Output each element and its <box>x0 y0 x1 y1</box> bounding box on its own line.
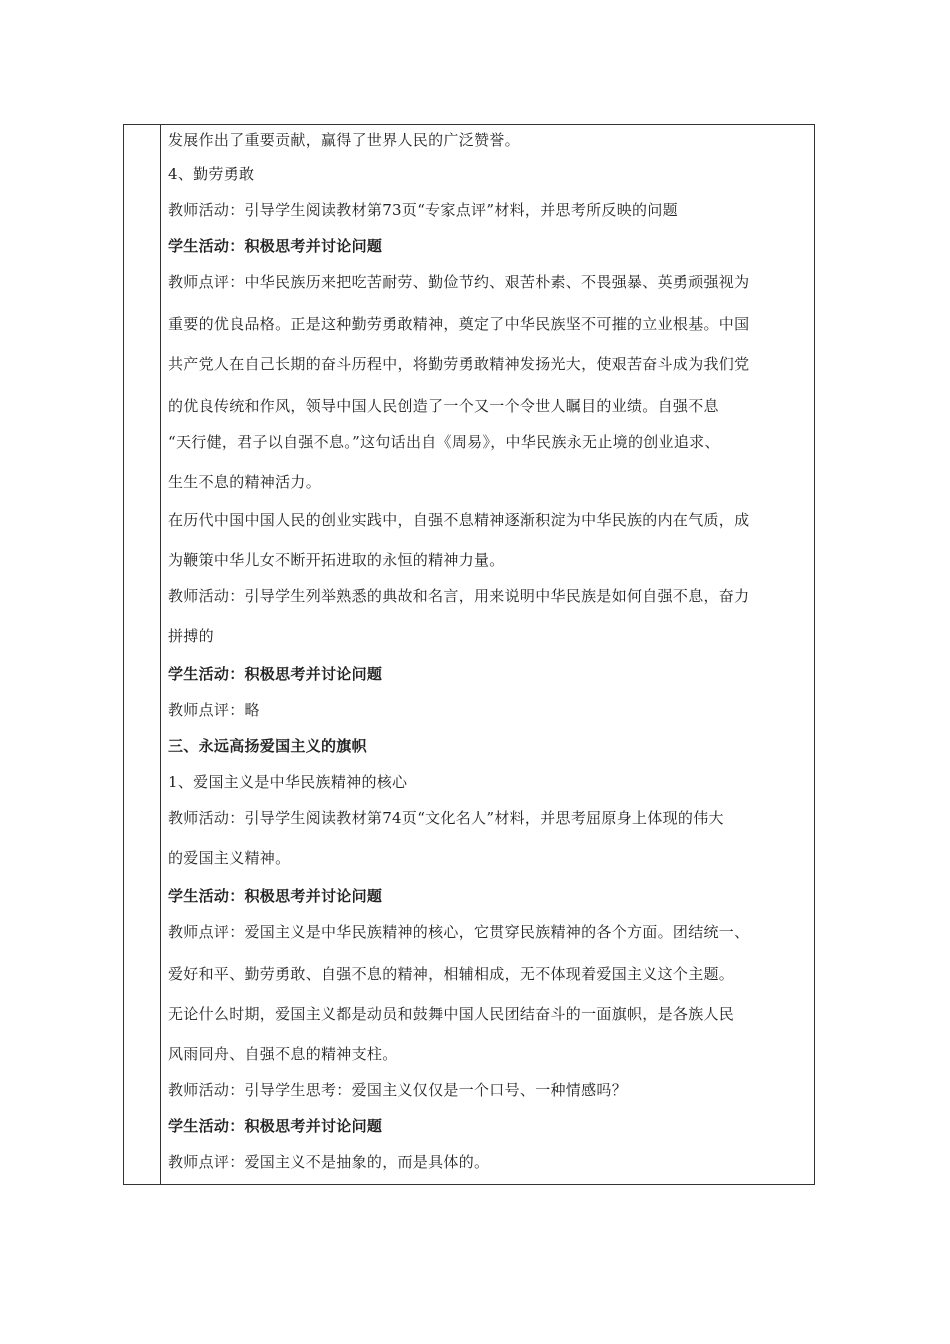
text-line: 拼搏的 <box>168 627 214 645</box>
table-left-column <box>124 125 161 1184</box>
text-line: 共产党人在自己长期的奋斗历程中，将勤劳勇敢精神发扬光大，使艰苦奋斗成为我们党 <box>168 355 750 373</box>
text-line: 1、爱国主义是中华民族精神的核心 <box>168 773 408 791</box>
text-line: 4、勤劳勇敢 <box>168 165 255 183</box>
text-line: 教师活动：引导学生阅读教材第73页“专家点评”材料，并思考所反映的问题 <box>168 201 678 219</box>
text-line: 教师点评：爱国主义不是抽象的，而是具体的。 <box>168 1153 490 1171</box>
text-line: 教师活动：引导学生列举熟悉的典故和名言，用来说明中华民族是如何自强不息，奋力 <box>168 587 750 605</box>
text-line: 教师点评：略 <box>168 701 260 719</box>
text-line: 重要的优良品格。正是这种勤劳勇敢精神，奠定了中华民族坚不可摧的立业根基。中国 <box>168 315 750 333</box>
text-line-bold: 学生活动：积极思考并讨论问题 <box>168 1117 383 1135</box>
text-line: 教师点评：中华民族历来把吃苦耐劳、勤俭节约、艰苦朴素、不畏强暴、英勇顽强视为 <box>168 273 750 291</box>
text-line: 风雨同舟、自强不息的精神支柱。 <box>168 1045 398 1063</box>
text-line-bold: 学生活动：积极思考并讨论问题 <box>168 887 383 905</box>
text-line: 无论什么时期，爱国主义都是动员和鼓舞中国人民团结奋斗的一面旗帜，是各族人民 <box>168 1005 735 1023</box>
text-line: 教师活动：引导学生思考：爱国主义仅仅是一个口号、一种情感吗？ <box>168 1081 628 1099</box>
text-line: “天行健，君子以自强不息。”这句话出自《周易》，中华民族永无止境的创业追求、 <box>168 433 720 451</box>
text-line-bold: 三、永远高扬爱国主义的旗帜 <box>168 737 367 755</box>
text-line: 在历代中国中国人民的创业实践中，自强不息精神逐渐积淀为中华民族的内在气质，成 <box>168 511 750 529</box>
text-line-bold: 学生活动：积极思考并讨论问题 <box>168 665 383 683</box>
text-line: 爱好和平、勤劳勇敢、自强不息的精神，相辅相成，无不体现着爱国主义这个主题。 <box>168 965 735 983</box>
text-line: 为鞭策中华儿女不断开拓进取的永恒的精神力量。 <box>168 551 505 569</box>
lesson-table <box>123 124 815 1185</box>
text-line: 的优良传统和作风，领导中国人民创造了一个又一个令世人瞩目的业绩。自强不息 <box>168 397 719 415</box>
text-line: 的爱国主义精神。 <box>168 849 291 867</box>
text-line: 教师点评：爱国主义是中华民族精神的核心，它贯穿民族精神的各个方面。团结统一、 <box>168 923 750 941</box>
text-line: 教师活动：引导学生阅读教材第74页“文化名人”材料，并思考屈原身上体现的伟大 <box>168 809 724 827</box>
text-line: 生生不息的精神活力。 <box>168 473 322 491</box>
text-line-bold: 学生活动：积极思考并讨论问题 <box>168 237 383 255</box>
text-line: 发展作出了重要贡献，赢得了世界人民的广泛赞誉。 <box>168 131 520 149</box>
